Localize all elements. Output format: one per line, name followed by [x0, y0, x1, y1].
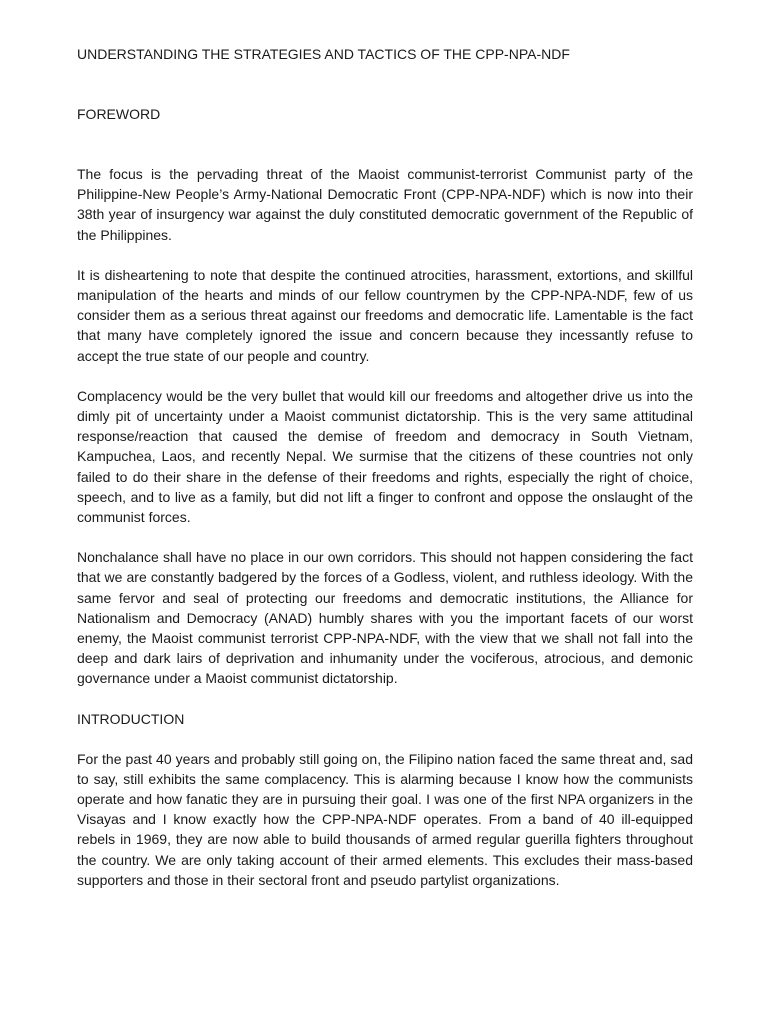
foreword-heading: FOREWORD — [77, 106, 161, 122]
foreword-paragraph-1: The focus is the pervading threat of the Maoist communist-terrorist Communist party of the Philippine-New People’s Army-National Democratic Front (CPP-NPA-NDF) which is now into their 38th year of insurgency war against the duly constituted democratic government of the Republic of the Philippines. — [77, 166, 693, 243]
foreword-paragraph-2: It is disheartening to note that despite the continued atrocities, harassment, extortions, and skillful manipulation of the hearts and minds of our fellow countrymen by the CPP-NPA-NDF, few of us consider them as a serious threat against our freedoms and democratic life. Lamentable is the fact that many have completely ignored the issue and concern because they incessantly refuse to accept the true state of our people and country. — [77, 266, 693, 364]
introduction-paragraph-1: For the past 40 years and probably still going on, the Filipino nation faced the same threat and, sad to say, still exhibits the same complacency. This is alarming because I know how the communists operate and how fanatic they are in pursuing their goal. I was one of the first NPA organizers in the Visayas and I know exactly how the CPP-NPA-NDF operates. From a band of 40 ill-equipped rebels in 1969, they are now able to build thousands of armed regular guerilla fighters throughout the country. We are only taking account of their armed elements. This excludes their mass-based supporters and those in their sectoral front and pseudo partylist organizations. — [77, 750, 693, 888]
introduction-heading: INTRODUCTION — [77, 710, 185, 727]
foreword-paragraph-4: Nonchalance shall have no place in our own corridors. This should not happen considering the fact that we are constantly badgered by the forces of a Godless, violent, and ruthless ideology. With the same fervor and seal of protecting our freedoms and democratic institutions, the Alliance for Nationalism and Democracy (ANAD) humbly shares with you the important facets of our worst enemy, the Maoist communist terrorist CPP-NPA-NDF, with the view that we shall not fall into the deep and dark lairs of deprivation and inhumanity under the vociferous, atrocious, and demonic governance under a Maoist communist dictatorship. — [77, 549, 693, 687]
foreword-paragraph-3: Complacency would be the very bullet that would kill our freedoms and altogether drive us into the dimly pit of uncertainty under a Maoist communist dictatorship. This is the very same attitudinal response/reaction that caused the demise of freedom and democracy in South Vietnam, Kampuchea, Laos, and recently Nepal. We surmise that the citizens of these countries not only failed to do their share in the defense of their freedoms and rights, especially the right of choice, speech, and to live as a family, but did not lift a finger to confront and oppose the onslaught of the communist forces. — [77, 387, 693, 526]
document-title: UNDERSTANDING THE STRATEGIES AND TACTICS OF THE CPP-NPA-NDF — [77, 46, 570, 62]
